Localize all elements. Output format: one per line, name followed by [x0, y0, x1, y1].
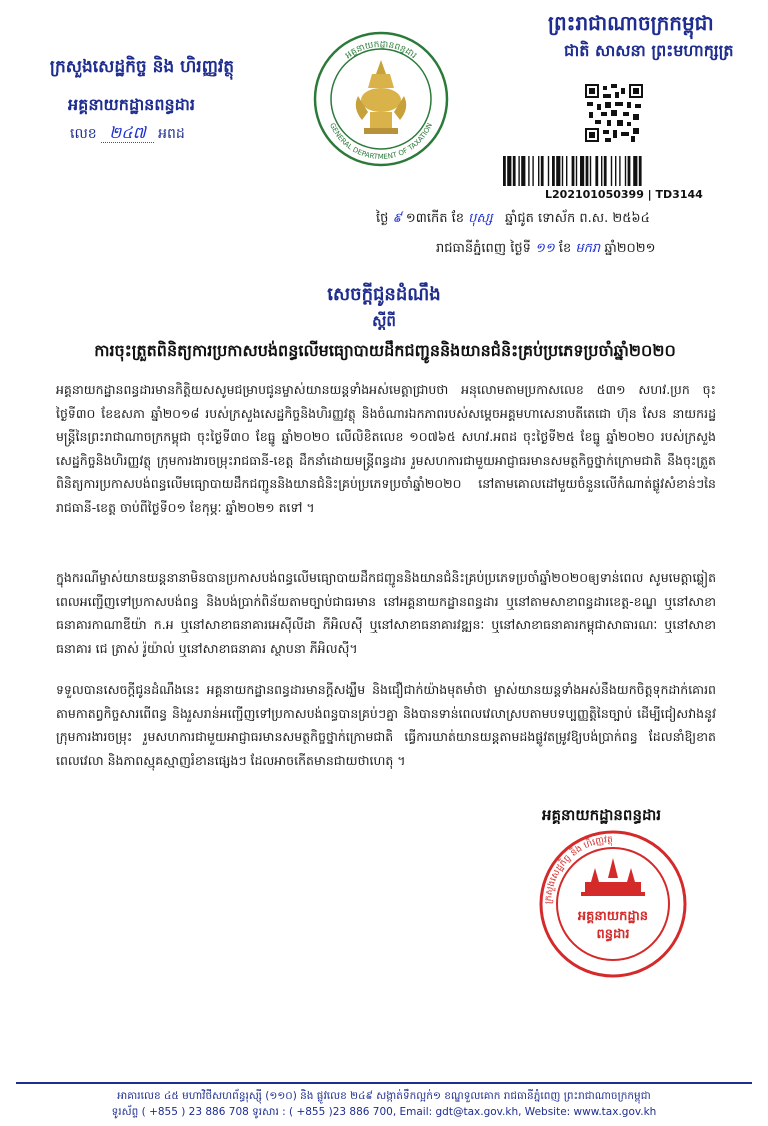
crest-emblem: [356, 60, 407, 134]
lunar-mid: ១៣កើត ខែ: [405, 211, 464, 226]
official-stamp: [537, 828, 689, 980]
number-prefix: លេខ: [70, 126, 97, 142]
signatory-title: អគ្គនាយកដ្ឋានពន្ធដារ: [542, 806, 662, 824]
notice-about: ស្តីពី: [372, 312, 396, 330]
seal-bottom-text: GENERAL DEPARTMENT OF TAXATION: [328, 121, 434, 162]
stamp-center-text-1: អគ្គនាយកដ្ឋាន: [577, 909, 649, 924]
lunar-day: ៩: [392, 211, 402, 226]
stamp-center-text-2: ពន្ធដារ: [596, 927, 630, 942]
solar-year: ឆ្នាំ២០២១: [604, 241, 656, 256]
solar-date: [436, 240, 655, 259]
footer-divider: [16, 1082, 752, 1084]
lunar-year: ឆ្នាំជូត ទោស័ក ព.ស. ២៥៦៤: [505, 211, 650, 226]
solar-day: ១១: [535, 241, 555, 256]
number-value: ២៤៧: [101, 123, 154, 143]
stamp-ring-text: ក្រសួងសេដ្ឋកិច្ច និង ហិរញ្ញវត្ថុ: [543, 834, 614, 905]
paragraph-3: ទទួលបានសេចក្តីជូនដំណឹងនេះ អគ្គនាយកដ្ឋានពន្ធដារមានក្តីសង្ឃឹម និងជឿជាក់យ៉ាងមុតមាំថា ម្ចាស់យានយន្តទាំងអស់នឹងយកចិត្តទុកដាក់គោរពតាមកាតព្វកិច្ចសារពើពន្ធ និងរួសរាន់អញ្ជើញទៅប្រកាសបង់ពន្ធបានគ្រប់ៗគ្នា និងបានទាន់ពេលវេលាស្របតាមបទប្បញ្ញត្តិនៃច្បាប់ ដើម្បីជៀសវាងនូវក្រុមការងារចម្រុះ រួមសហការជាមួយអាជ្ញាធរមានសមត្ថកិច្ចថ្នាក់ក្រោមជាតិ ធ្វើការឃាត់យានយន្តតាមដងផ្លូវតម្រូវឱ្យបង់ប្រាក់ពន្ធ ដែលនាំឱ្យខាតពេលវេលា និងភាពស្មុគស្មាញរំខានផ្សេងៗ ដែលអាចកើតមានជាយថាហេតុ ។: [56, 682, 716, 768]
kingdom-name: ព្រះរាជាណាចក្រកម្ពុជា: [548, 11, 714, 35]
notice-title: សេចក្តីជូនដំណឹង: [327, 284, 441, 305]
qr-code: [585, 84, 643, 142]
lunar-prefix: ថ្ងៃ: [376, 211, 389, 226]
seal-top-text: អគ្គនាយកដ្ឋានពន្ធដារ: [343, 39, 419, 62]
footer-contact: ទូរស័ព្ទ ( +855 ) 23 886 708 ទូរសារ : ( +855 )23 886 700, Email: gdt@tax.gov.kh, Website: www.tax.gov.kh: [111, 1106, 657, 1118]
department-name: អគ្គនាយកដ្ឋានពន្ធដារ: [68, 95, 195, 114]
lunar-date: [376, 210, 650, 229]
paragraph-1: អគ្គនាយកដ្ឋានពន្ធដារមានកិត្តិយសសូមជម្រាបជូនម្ចាស់យានយន្តទាំងអស់មេត្តាជ្រាបថា អនុលោមតាមប្រកាសលេខ ៥៣១ សហវ.ប្រក ចុះថ្ងៃទី៣០ ខែឧសភា ឆ្នាំ២០១៨ របស់ក្រសួងសេដ្ឋកិច្ចនិងហិរញ្ញវត្ថុ និងចំណារឯកភាពរបស់សម្តេចអគ្គមហាសេនាបតីតេជោ ហ៊ុន សែន នាយករដ្ឋមន្ត្រីនៃព្រះរាជាណាចក្រកម្ពុជា ចុះថ្ងៃទី៣០ ខែធ្នូ ឆ្នាំ២០២០ លើលិខិតលេខ ១០៧៦៥ សហវ.អពដ ចុះថ្ងៃទី២៥ ខែធ្នូ ឆ្នាំ២០២០ របស់ក្រសួងសេដ្ឋកិច្ចនិងហិរញ្ញវត្ថុ ក្រុមការងារចម្រុះរាជធានី-ខេត្ត ដឹកនាំដោយមន្ត្រីពន្ធដារ រួមសហការជាមួយអាជ្ញាធរមានសមត្ថកិច្ចថ្នាក់ក្រោមជាតិ នឹងចុះត្រួតពិនិត្យការប្រកាសបង់ពន្ធលើមធ្យោបាយដឹកជញ្ជូននិងយានជំនិះគ្រប់ប្រភេទប្រចាំឆ្នាំ២០២០ នៅតាមគោលដៅមួយចំនួនលើកំណាត់ផ្លូវសំខាន់ៗនៃរាជធានី-ខេត្ត ចាប់ពីថ្ងៃទី០១ ខែកុម្ភៈ ឆ្នាំ២០២១ តទៅ ។: [56, 382, 716, 515]
document-number: [70, 122, 185, 146]
solar-month: មករា: [575, 241, 601, 256]
document-barcode: [503, 156, 725, 186]
tax-department-seal: [312, 30, 450, 168]
footer-address: អាគារលេខ ៤៥ មហាវិថីសហព័ន្ធរុស្ស៊ី (១១០) និង ផ្លូវលេខ ២៤៩ សង្កាត់ទឹកល្អក់១ ខណ្ឌទួលគោក រាជធានីភ្នំពេញ ព្រះរាជាណាចក្រកម្ពុជា: [117, 1090, 651, 1102]
ministry-name: ក្រសួងសេដ្ឋកិច្ច និង ហិរញ្ញវត្ថុ: [49, 57, 235, 77]
solar-mid: ខែ: [558, 241, 572, 256]
barcode-number: L202101050399 | TD3144: [545, 188, 703, 201]
lunar-month: បុស្ស: [468, 211, 493, 226]
national-motto: ជាតិ សាសនា ព្រះមហាក្សត្រ: [564, 41, 734, 60]
solar-prefix: រាជធានីភ្នំពេញ ថ្ងៃទី: [436, 241, 531, 256]
paragraph-2: ក្នុងករណីម្ចាស់យានយន្តនានាមិនបានប្រកាសបង់ពន្ធលើមធ្យោបាយដឹកជញ្ជូននិងយានជំនិះគ្រប់ប្រភេទប្រចាំឆ្នាំ២០២០ឲ្យទាន់ពេល សូមមេត្តាឆ្លៀតពេលអញ្ជើញទៅប្រកាសបង់ពន្ធ និងបង់ប្រាក់ពិន័យតាមច្បាប់ជាធរមាន នៅអគ្គនាយកដ្ឋានពន្ធដារ ឬនៅតាមសាខាពន្ធដារខេត្ត-ខណ្ឌ ឬនៅសាខាធនាគារកាណាឌីយ៉ា ក.អ ឬនៅសាខាធនាគារអេស៊ីលីដា ភីអិលស៊ី ឬនៅសាខាធនាគារវឌ្ឍនៈ ឬនៅសាខាធនាគារកម្ពុជាសាធារណៈ ឬនៅសាខាធនាគារ ជេ ត្រាស់ រ៉ូយ៉ាល់ ឬនៅសាខាធនាគារ ស្ថាបនា ភីអិលស៊ី។: [56, 570, 716, 656]
angkor-icon: [581, 858, 645, 896]
notice-subject: ការចុះត្រួតពិនិត្យការប្រកាសបង់ពន្ធលើមធ្យោបាយដឹកជញ្ជូននិងយានជំនិះគ្រប់ប្រភេទប្រចាំឆ្នាំ២០២០: [94, 341, 676, 360]
number-suffix: អពដ: [158, 126, 185, 142]
